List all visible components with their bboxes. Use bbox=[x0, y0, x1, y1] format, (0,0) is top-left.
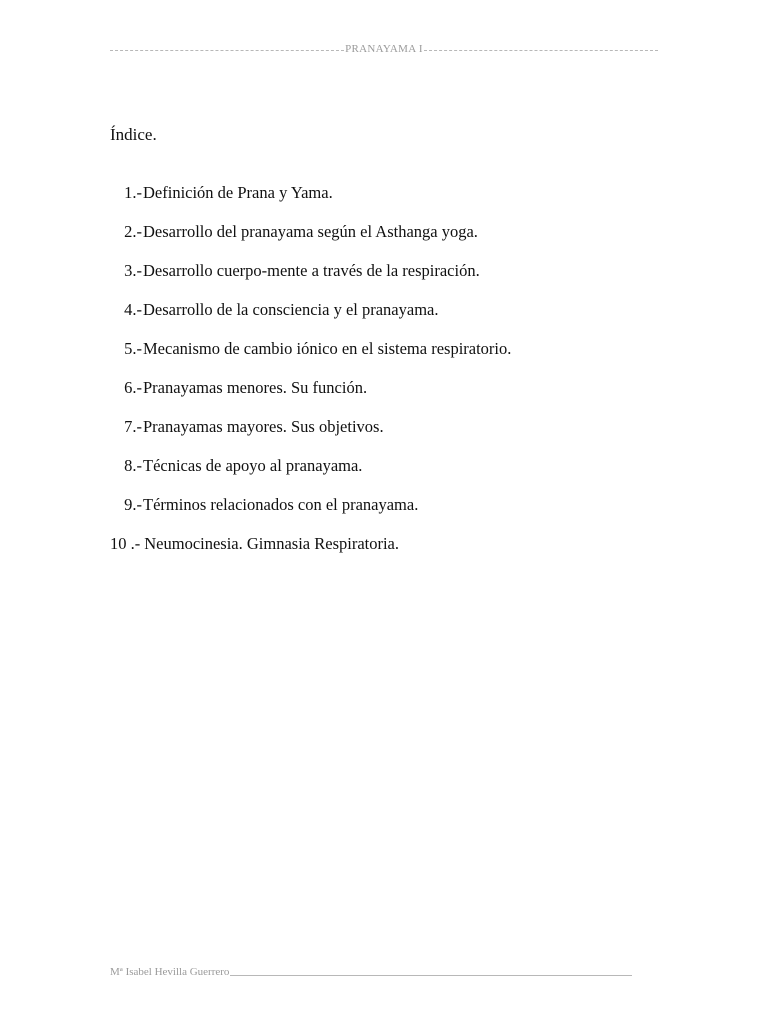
toc-item-text: Desarrollo cuerpo-mente a través de la respiración. bbox=[143, 261, 480, 280]
toc-item-number: 6.- bbox=[124, 378, 142, 397]
toc-item-number: 1.- bbox=[124, 183, 142, 202]
toc-item-text: Términos relacionados con el pranayama. bbox=[143, 495, 419, 514]
toc-item-7 bbox=[110, 416, 511, 455]
header-title: PRANAYAMA I bbox=[345, 43, 423, 55]
toc-item-number: 2.- bbox=[124, 222, 142, 241]
toc-item-text: Técnicas de apoyo al pranayama. bbox=[143, 456, 363, 475]
toc-item-1 bbox=[110, 182, 511, 221]
footer-underline bbox=[230, 975, 632, 976]
toc-item-text: Pranayamas menores. Su función. bbox=[143, 378, 368, 397]
header-dash-right bbox=[424, 50, 658, 51]
toc-item-text: Mecanismo de cambio iónico en el sistema respiratorio. bbox=[143, 339, 512, 358]
toc-item-number: 10 .- bbox=[110, 534, 141, 553]
toc-item-text: Desarrollo del pranayama según el Asthanga yoga. bbox=[143, 222, 478, 241]
toc-item-number: 4.- bbox=[124, 300, 142, 319]
toc-item-2 bbox=[110, 221, 511, 260]
toc-item-3 bbox=[110, 260, 511, 299]
footer-author: Mª Isabel Hevilla Guerrero bbox=[110, 966, 230, 978]
page-header bbox=[110, 40, 658, 58]
toc-item-9 bbox=[110, 494, 511, 533]
toc-item-6 bbox=[110, 377, 511, 416]
toc-item-10 bbox=[110, 533, 511, 572]
toc-item-number: 8.- bbox=[124, 456, 142, 475]
header-dash-left bbox=[110, 50, 344, 51]
toc-item-text: Definición de Prana y Yama. bbox=[143, 183, 333, 202]
toc-item-number: 9.- bbox=[124, 495, 142, 514]
toc-item-number: 3.- bbox=[124, 261, 142, 280]
toc-item-text: Neumocinesia. Gimnasia Respiratoria. bbox=[144, 534, 400, 553]
toc-item-text: Pranayamas mayores. Sus objetivos. bbox=[143, 417, 384, 436]
toc-item-text: Desarrollo de la consciencia y el pranayama. bbox=[143, 300, 439, 319]
toc-item-4 bbox=[110, 299, 511, 338]
index-title: Índice. bbox=[110, 125, 157, 144]
table-of-contents bbox=[110, 182, 511, 572]
toc-item-8 bbox=[110, 455, 511, 494]
toc-item-number: 7.- bbox=[124, 417, 142, 436]
toc-item-5 bbox=[110, 338, 511, 377]
page-footer bbox=[110, 966, 632, 978]
toc-item-number: 5.- bbox=[124, 339, 142, 358]
